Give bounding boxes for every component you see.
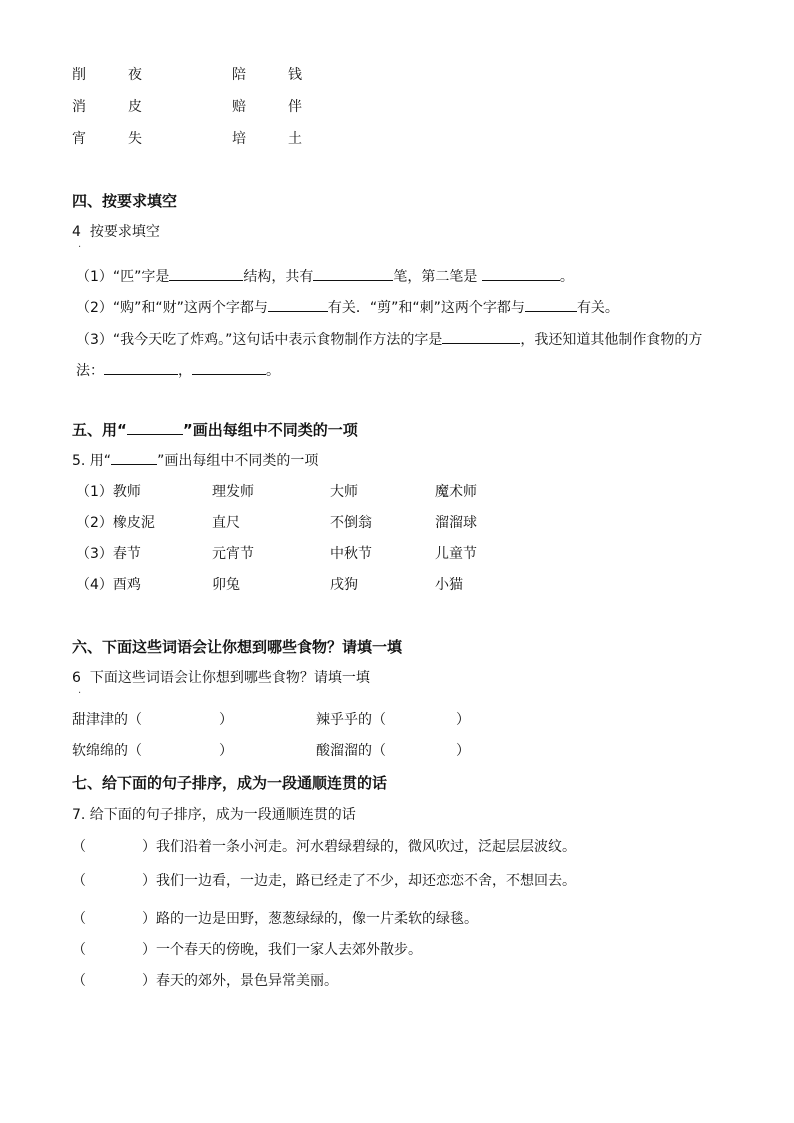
food-prompt: 甜津津的（: [72, 712, 142, 728]
sentence-text: 春天的郊外，景色异常美丽。: [156, 973, 338, 989]
match-left-2a: 消: [72, 99, 86, 115]
option-item[interactable]: 理发师: [212, 484, 254, 500]
question-number: 4: [72, 224, 81, 240]
option-item[interactable]: 魔术师: [435, 484, 477, 500]
sentence-text: 路的一边是田野，葱葱绿绿的，像一片柔软的绿毯。: [156, 911, 478, 927]
option-item[interactable]: 小猫: [435, 577, 463, 593]
section-7-heading: 七、给下面的句子排序，成为一段通顺连贯的话: [72, 774, 388, 792]
option-item[interactable]: 戌狗: [330, 577, 358, 593]
answer-blank[interactable]: [104, 360, 178, 375]
fill-line-3: （3）“我今天吃了炸鸡。”这句话中表示食物制作方法的字是 ，我还知道其他制作食物的方: [76, 329, 702, 349]
section-4-heading: 四、按要求填空: [72, 192, 178, 210]
dot-mark: ·: [78, 688, 82, 699]
match-right-2b: 伴: [288, 99, 302, 115]
option-item[interactable]: （3）春节: [76, 546, 141, 562]
paren-open: （: [72, 942, 86, 958]
option-item[interactable]: 儿童节: [435, 546, 477, 562]
option-item[interactable]: 卯兔: [212, 577, 240, 593]
section-6-heading: 六、下面这些词语会让你想到哪些食物？请填一填: [72, 638, 403, 656]
answer-blank[interactable]: [169, 266, 243, 281]
paren-close: ）: [142, 911, 156, 927]
paren-close: ）: [219, 743, 233, 759]
sentence-text: 我们沿着一条小河走。河水碧绿碧绿的，微风吹过，泛起层层波纹。: [156, 839, 576, 855]
match-right-1a: 陪: [232, 67, 246, 83]
sentence-text: 一个春天的傍晚，我们一家人去郊外散步。: [156, 942, 422, 958]
section-5-question: 5. 用“ ”画出每组中不同类的一项: [72, 453, 319, 469]
paren-close: ）: [456, 743, 470, 759]
option-item[interactable]: 元宵节: [212, 546, 254, 562]
food-prompt: 辣乎乎的（: [316, 712, 386, 728]
paren-open: （: [72, 973, 86, 989]
match-right-3a: 培: [232, 131, 246, 147]
option-item[interactable]: 不倒翁: [330, 515, 372, 531]
food-prompt: 软绵绵的（: [72, 743, 142, 759]
section-7-question: 7. 给下面的句子排序，成为一段通顺连贯的话: [72, 807, 356, 823]
dot-mark: ·: [78, 242, 82, 253]
underline-sample: [111, 452, 157, 465]
match-right-2a: 赔: [232, 99, 246, 115]
order-input[interactable]: [96, 872, 136, 890]
answer-blank[interactable]: [268, 297, 328, 312]
order-input[interactable]: [96, 838, 136, 856]
section-6-question: 6 下面这些词语会让你想到哪些食物？请填一填: [72, 670, 370, 686]
section-5-heading: 五、用“ ”画出每组中不同类的一项: [72, 421, 358, 439]
match-left-1a: 削: [72, 67, 86, 83]
underline-sample: [127, 422, 183, 435]
option-item[interactable]: 直尺: [212, 515, 240, 531]
paren-close: ）: [219, 712, 233, 728]
option-item[interactable]: 中秋节: [330, 546, 372, 562]
order-input[interactable]: [96, 910, 136, 928]
match-left-3a: 宵: [72, 131, 86, 147]
match-left-1b: 夜: [128, 67, 142, 83]
question-text: 按要求填空: [89, 224, 160, 240]
paren-close: ）: [142, 973, 156, 989]
answer-blank[interactable]: [482, 266, 560, 281]
match-right-1b: 钱: [288, 67, 302, 83]
option-item[interactable]: 大师: [330, 484, 358, 500]
answer-blank[interactable]: [192, 360, 266, 375]
answer-blank[interactable]: [442, 329, 520, 344]
option-item[interactable]: （2）橡皮泥: [76, 515, 155, 531]
answer-blank[interactable]: [313, 266, 393, 281]
section-4-question: [72, 223, 160, 241]
fill-line-4: 法： ， 。: [76, 360, 280, 380]
option-item[interactable]: （1）教师: [76, 484, 141, 500]
paren-close: ）: [456, 712, 470, 728]
fill-line-2: （2）“购”和“财”这两个字都与 有关．“剪”和“刺”这两个字都与 有关。: [76, 297, 619, 317]
order-input[interactable]: [96, 941, 136, 959]
option-item[interactable]: 溜溜球: [435, 515, 477, 531]
fill-line-1: （1）“匹”字是 结构，共有 笔，第二笔是 。: [76, 266, 574, 286]
paren-open: （: [72, 873, 86, 889]
food-prompt: 酸溜溜的（: [316, 743, 386, 759]
paren-open: （: [72, 839, 86, 855]
sentence-text: 我们一边看，一边走，路已经走了不少，却还恋恋不舍，不想回去。: [156, 873, 576, 889]
option-item[interactable]: （4）酉鸡: [76, 577, 141, 593]
answer-blank[interactable]: [525, 297, 577, 312]
match-left-2b: 皮: [128, 99, 142, 115]
paren-open: （: [72, 911, 86, 927]
order-input[interactable]: [96, 972, 136, 990]
paren-close: ）: [142, 942, 156, 958]
match-left-3b: 失: [128, 131, 142, 147]
match-right-3b: 土: [288, 131, 302, 147]
paren-close: ）: [142, 873, 156, 889]
paren-close: ）: [142, 839, 156, 855]
